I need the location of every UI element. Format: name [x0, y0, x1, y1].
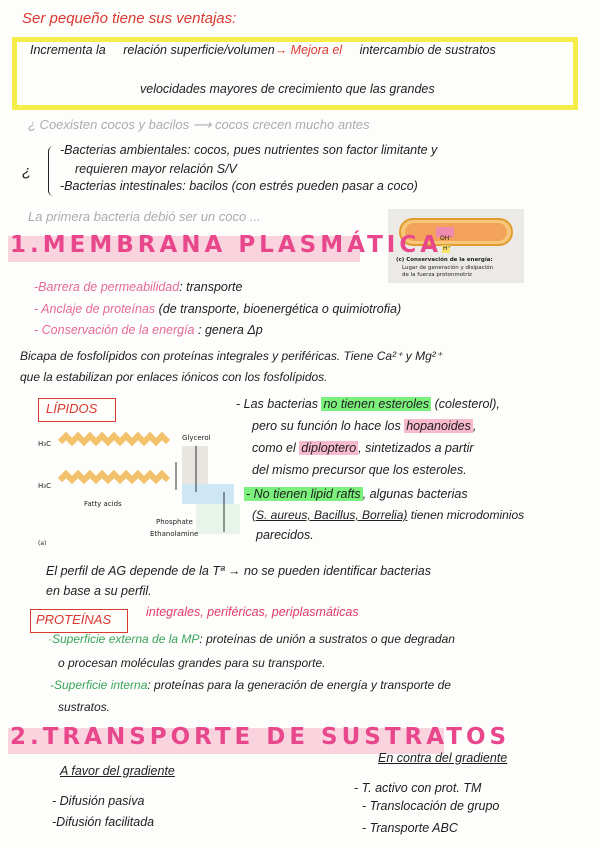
favor-item: -Difusión facilitada [52, 815, 155, 829]
page-title: Ser pequeño tiene sus ventajas: [22, 10, 237, 27]
note-text: - Las bacterias [236, 397, 318, 411]
note-text: , sintetizados a partir [358, 441, 474, 455]
lipid-note-4: del mismo precursor que los esteroles. [252, 463, 467, 477]
perfil-line-1: El perfil de AG depende de la Tª → no se pueden identificar bacterias [46, 564, 431, 578]
favor-title: A favor del gradiente [60, 764, 175, 778]
function-label: - Conservación de la energía [34, 323, 195, 337]
note-text: (colesterol), [434, 397, 500, 411]
function-label: - Anclaje de proteínas [34, 302, 156, 316]
note-text: pero su función lo hace los [252, 419, 401, 433]
bacteria-intestinales: -Bacterias intestinales: bacilos (con estrés pueden pasar a coco) [60, 179, 418, 193]
contra-title: En contra del gradiente [378, 751, 508, 765]
proteinas-types: integrales, periféricas, periplasmáticas [146, 605, 359, 619]
note-text: como el [252, 441, 296, 455]
h3c-label-1: H₃C [38, 440, 51, 448]
fatty-acids-label: Fatty acids [84, 500, 122, 508]
note-text: , [472, 419, 477, 433]
bacteria-ambientales: -Bacterias ambientales: cocos, pues nutrientes son factor limitante y [60, 143, 438, 157]
note-text: tienen microdominios [410, 508, 525, 522]
lipid-figure [36, 432, 242, 552]
prot-value: : proteínas de unión a sustratos o que degradan [199, 632, 455, 646]
h3c-label-2: H₃C [38, 482, 51, 490]
contra-item: - Translocación de grupo [362, 799, 500, 813]
bacteria-ambientales-cont: requieren mayor relación S/V [75, 162, 237, 176]
perfil-line-2: en base a su perfil. [46, 584, 152, 598]
bracket [48, 146, 59, 196]
box-text: intercambio de sustratos [359, 43, 496, 57]
prot-label: ·Superficie externa de la MP [48, 632, 200, 646]
box-arrow: → Mejora el [274, 43, 343, 57]
note-highlight: no tienen esteroles [323, 397, 430, 411]
lipidos-label: LÍPIDOS [46, 401, 98, 416]
contra-item: - T. activo con prot. TM [354, 781, 482, 795]
note-highlight: hopanoides [406, 419, 471, 433]
lipid-note-7: parecidos. [256, 528, 314, 542]
contra-item: - Transporte ABC [362, 821, 458, 835]
section-title-membrana: 1.MEMBRANA PLASMÁTICA [10, 232, 443, 258]
phosphate-label: Phosphate [156, 518, 193, 526]
note-text: , algunas bacterias [362, 487, 468, 501]
lipid-note-2 [252, 419, 476, 433]
oh-label: OH⁻ [440, 235, 453, 242]
function-value: : transporte [179, 280, 243, 294]
cell-caption-1: (c) Conservación de la energía: [396, 257, 493, 263]
function-energia [34, 323, 263, 337]
box-text: Incrementa la [30, 43, 106, 57]
function-value: : genera Δp [198, 323, 263, 337]
function-label: -Barrera de permeabilidad [34, 280, 180, 294]
prot-externa [48, 632, 455, 646]
prot-interna [50, 678, 451, 692]
prot-externa-cont: o procesan moléculas grandes para su transporte. [58, 656, 326, 670]
box-line-2: velocidades mayores de crecimiento que las grandes [140, 82, 435, 96]
lipid-note-6 [252, 508, 524, 522]
note-highlight: diploptero [301, 441, 357, 455]
favor-item: - Difusión pasiva [52, 794, 145, 808]
ethanolamine-label: Ethanolamine [150, 530, 199, 538]
question-mark: ¿ [22, 163, 32, 180]
box-text: relación superficie/volumen [123, 43, 275, 57]
glycerol-label: Glycerol [182, 434, 211, 442]
proteinas-label: PROTEÍNAS [36, 612, 112, 627]
cell-caption-3: de la fuerza protonmotriz [402, 272, 472, 278]
bicapa-line-2: que la estabilizan por enlaces iónicos con los fosfolípidos. [20, 370, 328, 384]
lipid-note-5 [244, 487, 468, 501]
note-highlight: - No tienen lipid rafts [246, 487, 361, 501]
coexist-question: ¿ Coexisten cocos y bacilos ⟶ cocos crecen mucho antes [28, 117, 370, 132]
function-barrera [34, 280, 242, 294]
note-text: (S. aureus, Bacillus, Borrelia) [252, 508, 408, 522]
box-line-1 [30, 43, 496, 57]
prot-value: : proteínas para la generación de energía y transporte de [147, 678, 451, 692]
function-anclaje [34, 302, 401, 316]
h-label: H⁺ [443, 245, 451, 252]
first-bacteria-note: La primera bacteria debió ser un coco ... [28, 209, 261, 224]
figure-a-label: (a) [38, 540, 47, 547]
function-value: (de transporte, bioenergética o quimiotrofia) [158, 302, 402, 316]
cell-caption-2: Lugar de generación y disipación [402, 265, 494, 271]
section-title-transporte: 2.TRANSPORTE DE SUSTRATOS [10, 724, 511, 750]
prot-label: -Superficie interna [50, 678, 148, 692]
lipid-note-1 [236, 397, 500, 411]
bicapa-line-1: Bicapa de fosfolípidos con proteínas integrales y periféricas. Tiene Ca²⁺ y Mg²⁺ [20, 349, 443, 363]
lipid-note-3 [252, 441, 474, 455]
prot-interna-cont: sustratos. [58, 700, 111, 714]
lipid-diagram [36, 432, 242, 552]
